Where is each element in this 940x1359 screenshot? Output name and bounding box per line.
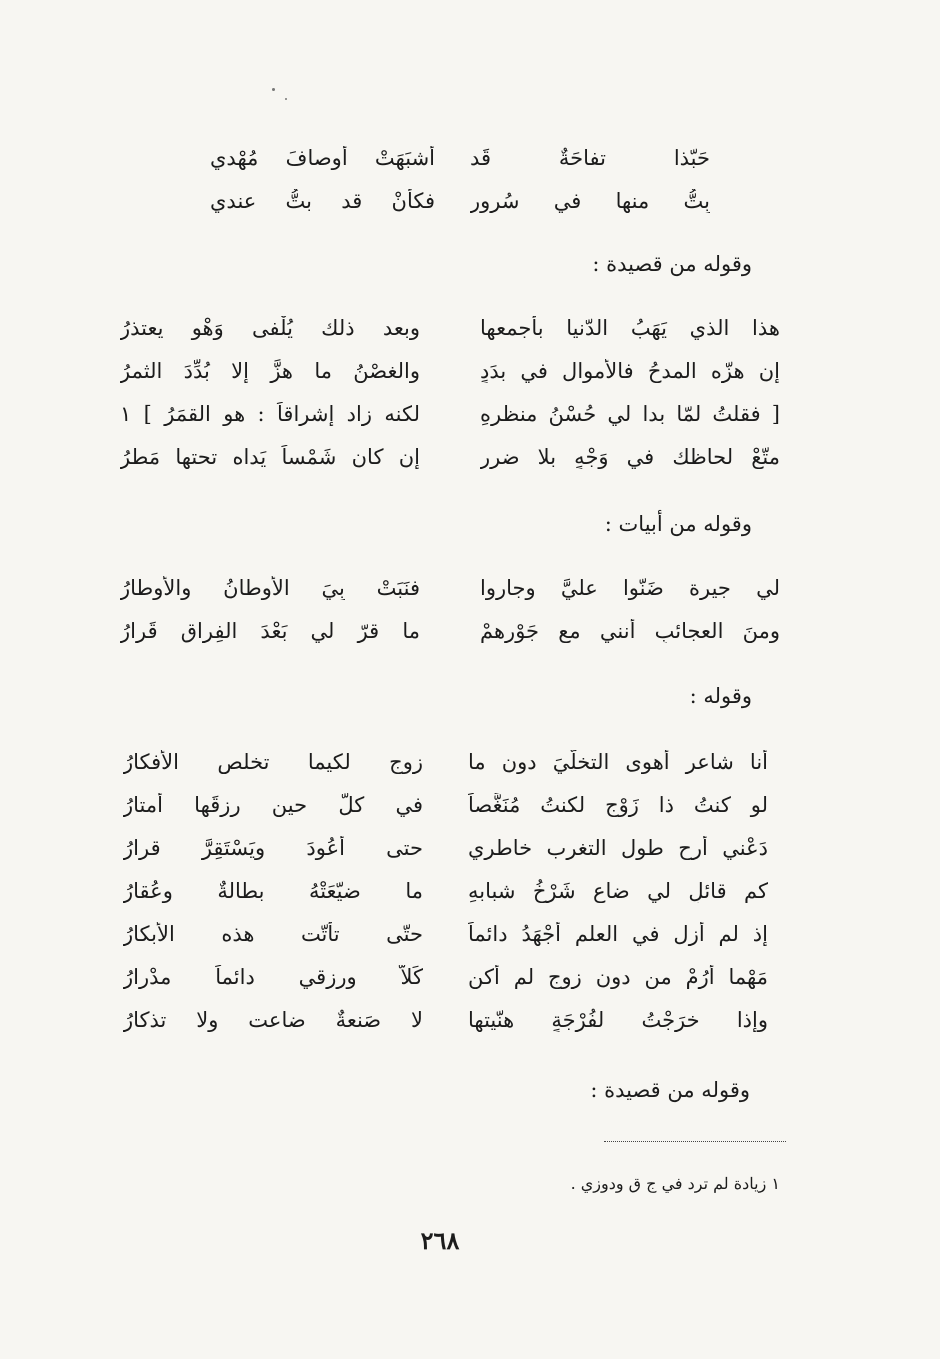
verse-first-hemistich: وإذا خرَجْتُ لفُرْجَةٍ هنّيتها	[468, 1007, 768, 1032]
verse-first-hemistich: [ فقلتُ لمّا بدا لي حُسْنُ منظرهِ	[480, 401, 780, 426]
verse	[120, 435, 780, 478]
verse	[123, 869, 768, 912]
verse-first-hemistich: إن هزّه المدحُ فالأموال في بدَدٍ	[480, 358, 780, 383]
verse-second-hemistich: إن كان شَمْساً يَداه تحتها مَطرُ	[120, 444, 420, 469]
verse-second-hemistich: والغصْنُ ما هزَّ إلا بُدِّدَ الثمرُ	[120, 358, 420, 383]
poem-section-4	[123, 740, 768, 1041]
footnote: ١ زيادة لم ترد في ج ق ودوزي .	[570, 1174, 780, 1193]
verse	[123, 955, 768, 998]
verse	[120, 609, 780, 652]
verse-first-hemistich: هذا الذي يَهَبُ الدّنيا بأجمعها	[480, 315, 780, 340]
verse-second-hemistich: لكنه زاد إشراقاً : هو القمَرُ ] ١	[120, 401, 420, 426]
verse	[120, 566, 780, 609]
verse-second-hemistich: فكأنْ قد بتُّ عندي	[210, 188, 435, 213]
verse	[123, 783, 768, 826]
section-intro: وقوله :	[689, 684, 752, 708]
verse	[120, 349, 780, 392]
verse	[210, 136, 710, 179]
section-intro: وقوله من قصيدة :	[592, 252, 752, 276]
verse-second-hemistich: ما قرّ لي بَعْدَ الفِراق قَرارُ	[120, 618, 420, 643]
verse	[123, 998, 768, 1041]
verse-first-hemistich: بِتُّ منها في سُرورٍ	[470, 188, 710, 213]
verse-second-hemistich: في كلّ حينٍ رزقَها أمتارُ	[123, 792, 423, 817]
verse-second-hemistich: لا صَنعةٌ ضاعت ولا تذكارُ	[123, 1007, 423, 1032]
poem-section-3	[120, 566, 780, 652]
verse	[120, 392, 780, 435]
verse-second-hemistich: حتّى تأتّت هذه الأبكارُ	[123, 921, 423, 946]
verse-first-hemistich: دَعْني أُرِح طول التغرب خاطري	[468, 835, 768, 860]
page-number: ٢٦٨	[420, 1226, 460, 1255]
verse	[123, 826, 768, 869]
verse	[210, 179, 710, 222]
verse	[123, 912, 768, 955]
section-intro: وقوله من أبيات :	[604, 512, 752, 536]
footnote-divider	[604, 1141, 786, 1142]
verse-second-hemistich: كَلاًّ ورزقي دائماً مدْرارُ	[123, 964, 423, 989]
ink-speck	[285, 98, 287, 100]
verse-first-hemistich: إذ لم أزل في العلم أجْهَدُ دائماً	[468, 921, 768, 946]
verse-second-hemistich: وبعد ذلك يُلْفى وَهْو يعتذرُ	[120, 315, 420, 340]
verse-second-hemistich: ما ضيّعَتْهُ بطالةٌ وعُقارُ	[123, 878, 423, 903]
poem-section-2	[120, 306, 780, 478]
section-intro: وقوله من قصيدة :	[590, 1078, 750, 1102]
verse-first-hemistich: أنا شاعر أهوى التخلّيَ دون ما	[468, 749, 768, 774]
verse-first-hemistich: متّعْ لحاظك في وَجْهٍ بلا ضرر	[480, 444, 780, 469]
ink-speck	[272, 88, 275, 91]
verse-first-hemistich: ومنَ العجائبِ أنني مع جَوْرِهمْ	[480, 618, 780, 643]
verse	[123, 740, 768, 783]
verse-first-hemistich: كم قائلٍ لي ضاع شَرْخُ شبابهِ	[468, 878, 768, 903]
verse	[120, 306, 780, 349]
poem-section-1	[210, 136, 710, 222]
verse-second-hemistich: حتى أعُودَ ويَسْتَقِرَّ قرارُ	[123, 835, 423, 860]
verse-second-hemistich: زوج لكيما تخلص الأفكارُ	[123, 749, 423, 774]
verse-second-hemistich: أشبَهَتْ أوصافَ مُهْدي	[210, 145, 435, 170]
verse-first-hemistich: لي جيرة ضَنّوا عليَّ وجاروا	[480, 575, 780, 600]
verse-first-hemistich: حَبّذا تفاحَةٌ قَد	[470, 145, 710, 170]
verse-first-hemistich: لو كنتُ ذا زَوْج لكنتُ مُنَغَّصاً	[468, 792, 768, 817]
verse-second-hemistich: فنَبَتْ بِيَ الأوطانُ والأوطارُ	[120, 575, 420, 600]
verse-first-hemistich: مَهْما أرُمْ من دون زوج لم أكن	[468, 964, 768, 989]
